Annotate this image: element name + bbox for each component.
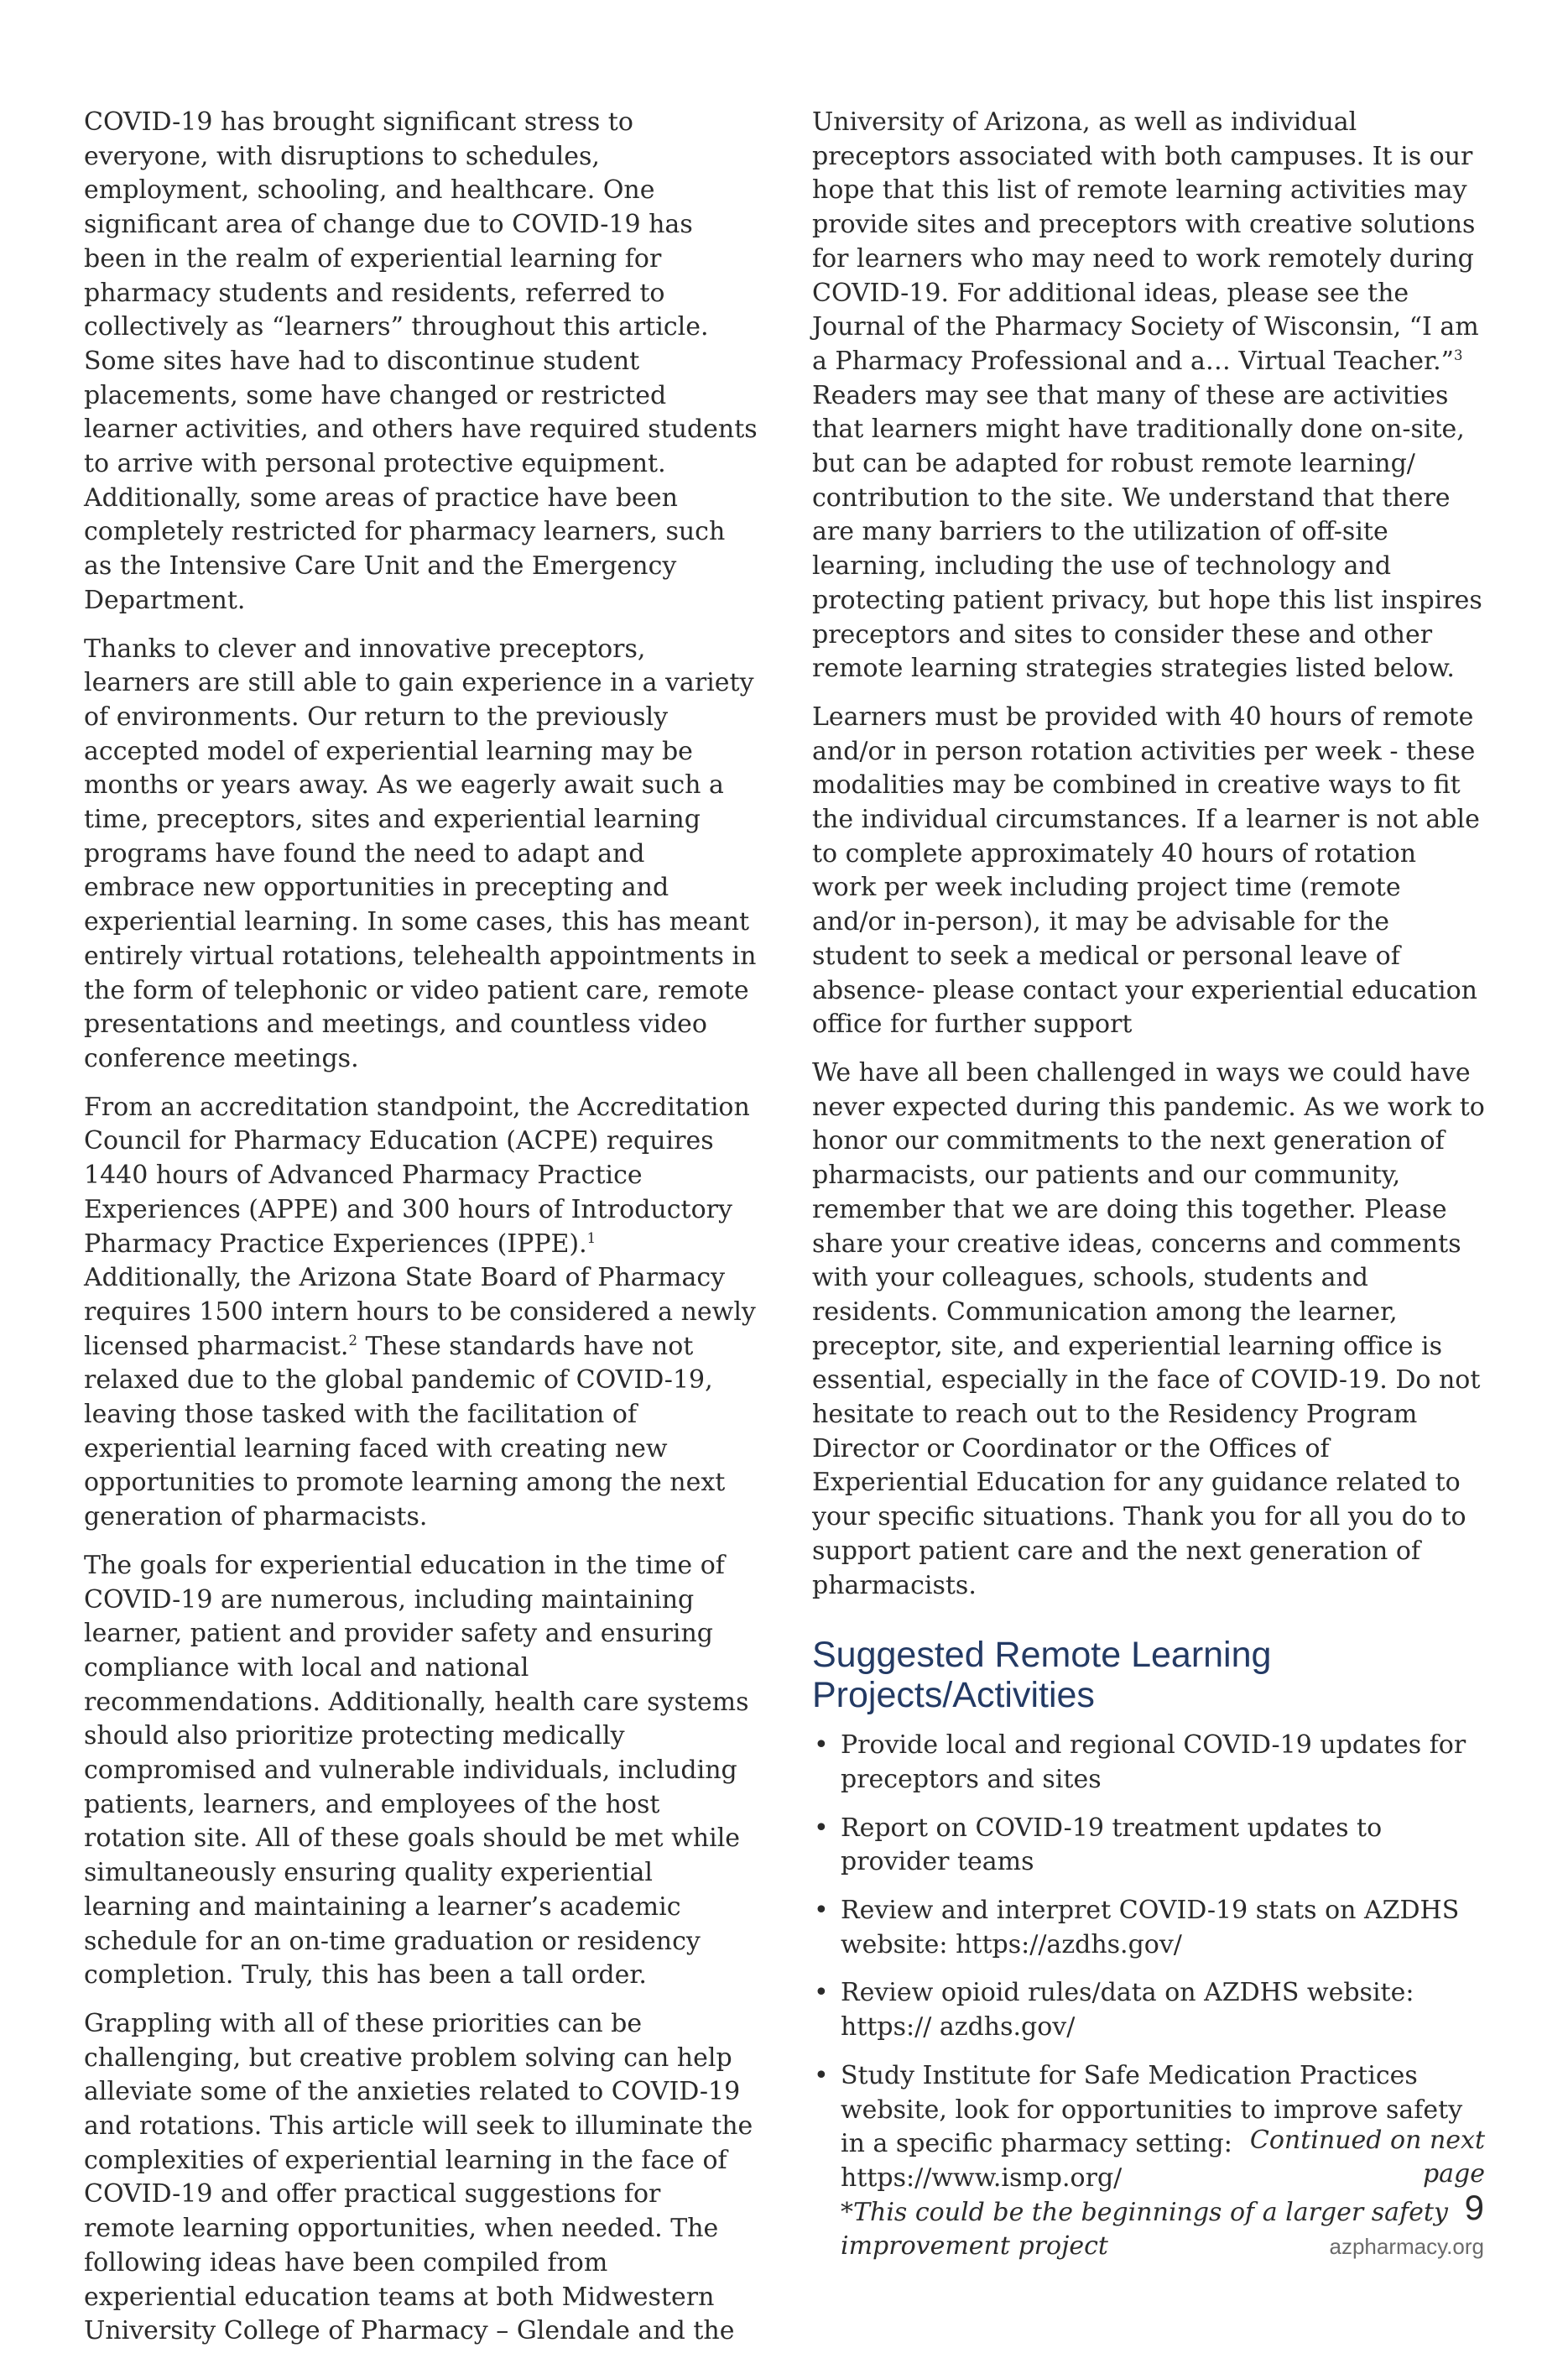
list-item-text: Report on COVID-19 treatment updates to provider teams bbox=[841, 1813, 1383, 1877]
bullet-icon: • bbox=[814, 1730, 829, 1761]
site-url: azpharmacy.org bbox=[1329, 2234, 1484, 2259]
text-span: These standards have not relaxed due to the global pandemic of COVID-19, leaving those tasked with the facilitation of experiential learning faced with creating new opportunities to promote learning among the next generation of pharmacists. bbox=[84, 1331, 726, 1532]
text-span: Readers may see that many of these are activities that learners might have traditionally done on-site, but can be adapted for robust remote learning/ contribution to the site. We understand that there are many barriers to the utilization of off-site learning, including the use of technology and protecting patient privacy, but hope this list inspires preceptors and sites to consider these and other remote learning strategies strategies listed below. bbox=[812, 380, 1482, 684]
list-item-text: Review and interpret COVID-19 stats on AZDHS website: https://azdhs.gov/ bbox=[841, 1896, 1460, 1959]
paragraph: Grappling with all of these priorities can be challenging, but creative problem solving can help alleviate some of the anxieties related to COVID-19 and rotations. This article will seek to illuminate the complexities of experiential learning in the face of COVID-19 and offer practical suggestions for remote learning opportunities, when needed. The following ideas have been compiled from experiential education teams at both Midwestern University College of Pharmacy – Glendale and the bbox=[84, 2008, 753, 2346]
right-column bbox=[812, 106, 1487, 2278]
paragraph: Learners must be provided with 40 hours of remote and/or in person rotation activities per week - these modalities may be combined in creative ways to fit the individual circumstances. If a learner is not able to complete approximately 40 hours of rotation work per week including project time (remote and/or in-person), it may be advisable for the student to seek a medical or personal leave of absence- please contact your experiential education office for further support bbox=[812, 702, 1480, 1040]
text-span: Additionally, the Arizona State Board of Pharmacy requires 1500 intern hours to be considered a newly licensed pharmacist. bbox=[84, 1263, 756, 1361]
bullet-icon: • bbox=[814, 1978, 829, 2008]
list-item bbox=[812, 1976, 1487, 2044]
paragraph: The goals for experiential education in the time of COVID-19 are numerous, including maintaining learner, patient and provider safety and ensuring compliance with local and national recommendations. Additionally, health care systems should also prioritize protecting medically compromised and vulnerable individuals, including patients, learners, and employees of the host rotation site. All of these goals should be met while simultaneously ensuring quality experiential learning and maintaining a learner’s academic schedule for an on-time graduation or residency completion. Truly, this has been a tall order. bbox=[84, 1550, 749, 1990]
left-column bbox=[84, 106, 759, 2349]
continued-note: Continued on next page bbox=[1249, 2126, 1485, 2189]
footnote-ref: 2 bbox=[348, 1332, 357, 1349]
footnote-ref: 1 bbox=[586, 1229, 596, 1246]
list-item-note: *This could be the beginnings of a larger safety improvement project bbox=[841, 2197, 1448, 2262]
list-item bbox=[812, 1729, 1487, 1797]
bullet-icon: • bbox=[814, 1896, 829, 1926]
list-item bbox=[812, 1894, 1487, 1962]
section-heading: Suggested Remote Learning Projects/Activities bbox=[812, 1635, 1272, 1716]
bullet-icon: • bbox=[814, 2060, 829, 2090]
paragraph: COVID-19 has brought significant stress to everyone, with disruptions to schedules, employment, schooling, and healthcare. One significant area of change due to COVID-19 has been in the realm of experiential learning for pharmacy students and residents, referred to collectively as “learners” throughout this article. Some sites have had to discontinue student placements, some have changed or restricted learner activities, and others have required students to arrive with personal protective equipment. Additionally, some areas of practice have been completely restricted for pharmacy learners, such as the Intensive Care Unit and the Emergency Department. bbox=[84, 107, 758, 615]
list-item-text: Study Institute for Safe Medication Practices website, look for opportunities to improve safety in a specific pharmacy setting: https://www.ismp.org/ bbox=[841, 2060, 1463, 2193]
paragraph: We have all been challenged in ways we could have never expected during this pandemic. As we work to honor our commitments to the next generation of pharmacists, our patients and our community, remember that we are doing this together. Please share your creative ideas, concerns and comments with your colleagues, schools, students and residents. Communication among the learner, preceptor, site, and experiential learning office is essential, especially in the face of COVID-19. Do not hesitate to reach out to the Residency Program Director or Coordinator or the Offices of Experiential Education for any guidance related to your specific situations. Thank you for all you do to support patient care and the next generation of pharmacists. bbox=[812, 1057, 1485, 1600]
footnote-ref: 3 bbox=[1453, 347, 1463, 363]
text-span: From an accreditation standpoint, the Accreditation Council for Pharmacy Education (ACPE) requires 1440 hours of Advanced Pharmacy Practice Experiences (APPE) and 300 hours of Introductory Pharmacy Practice Experiences (IPPE). bbox=[84, 1092, 750, 1259]
paragraph bbox=[812, 106, 1487, 686]
list-item bbox=[812, 1812, 1487, 1880]
paragraph bbox=[84, 1091, 759, 1535]
paragraph: Thanks to clever and innovative preceptors, learners are still able to gain experience in a variety of environments. Our return to the previously accepted model of experiential learning may be months or years away. As we eagerly await such a time, preceptors, sites and experiential learning programs have found the need to adapt and embrace new opportunities in precepting and experiential learning. In some cases, this has meant entirely virtual rotations, telehealth appointments in the form of telephonic or video patient care, remote presentations and meetings, and countless video conference meetings. bbox=[84, 634, 757, 1073]
list-item-text: Review opioid rules/data on AZDHS website: https:// azdhs.gov/ bbox=[841, 1978, 1414, 2043]
bullet-icon: • bbox=[814, 1813, 829, 1843]
list-item-text: Provide local and regional COVID-19 updates for preceptors and sites bbox=[841, 1730, 1466, 1794]
page-number: 9 bbox=[1464, 2188, 1484, 2227]
text-span: University of Arizona, as well as individual preceptors associated with both campuses. It is our hope that this list of remote learning activities may provide sites and preceptors with creative solutions for learners who may need to work remotely during COVID-19. For additional ideas, please see the Journal of the Pharmacy Society of Wisconsin, “I am a Pharmacy Professional and a… Virtual Teacher.” bbox=[812, 107, 1479, 376]
